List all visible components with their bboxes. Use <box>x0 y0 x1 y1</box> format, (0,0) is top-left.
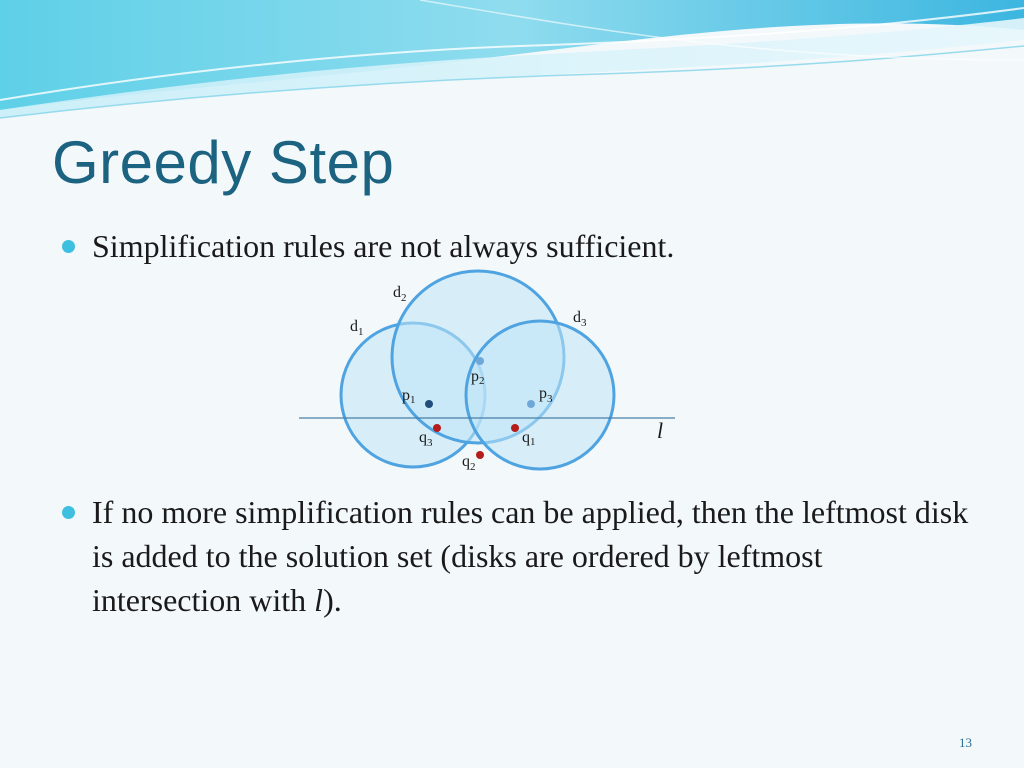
point-q1 <box>511 424 519 432</box>
point-label-q1: q1 <box>522 429 536 448</box>
bullet-text: If no more simplification rules can be applied, then the leftmost disk is added to the solution set (disks are ordered by leftmost intersection with l). <box>92 494 969 618</box>
point-label-q3: $q_3$ <box>419 429 433 449</box>
disk-label-d1: $d_1$ <box>350 318 364 338</box>
page-number: 13 <box>959 735 972 750</box>
line-label-l: l <box>657 418 664 443</box>
point-q3 <box>433 424 441 432</box>
point-label-p1: p1 <box>402 387 416 406</box>
bullet-item <box>92 490 972 622</box>
point-p2 <box>476 357 484 365</box>
point-p1 <box>425 400 433 408</box>
slide-title: Greedy Step <box>52 129 395 196</box>
line-variable-italic: l <box>314 582 324 618</box>
bullet-dot-icon <box>62 506 75 519</box>
bullet-text: Simplification rules are not always sufficient. <box>92 228 675 264</box>
point-p3 <box>527 400 535 408</box>
point-label-q2: $q_2$ <box>462 453 476 473</box>
point-label-p3: $p_3$ <box>539 385 553 405</box>
disk-label-d3: $d_3$ <box>573 309 587 329</box>
point-q2 <box>476 451 484 459</box>
point-label-p2: p2 <box>471 368 485 387</box>
disk-label-d2: $d_2$ <box>393 284 407 304</box>
